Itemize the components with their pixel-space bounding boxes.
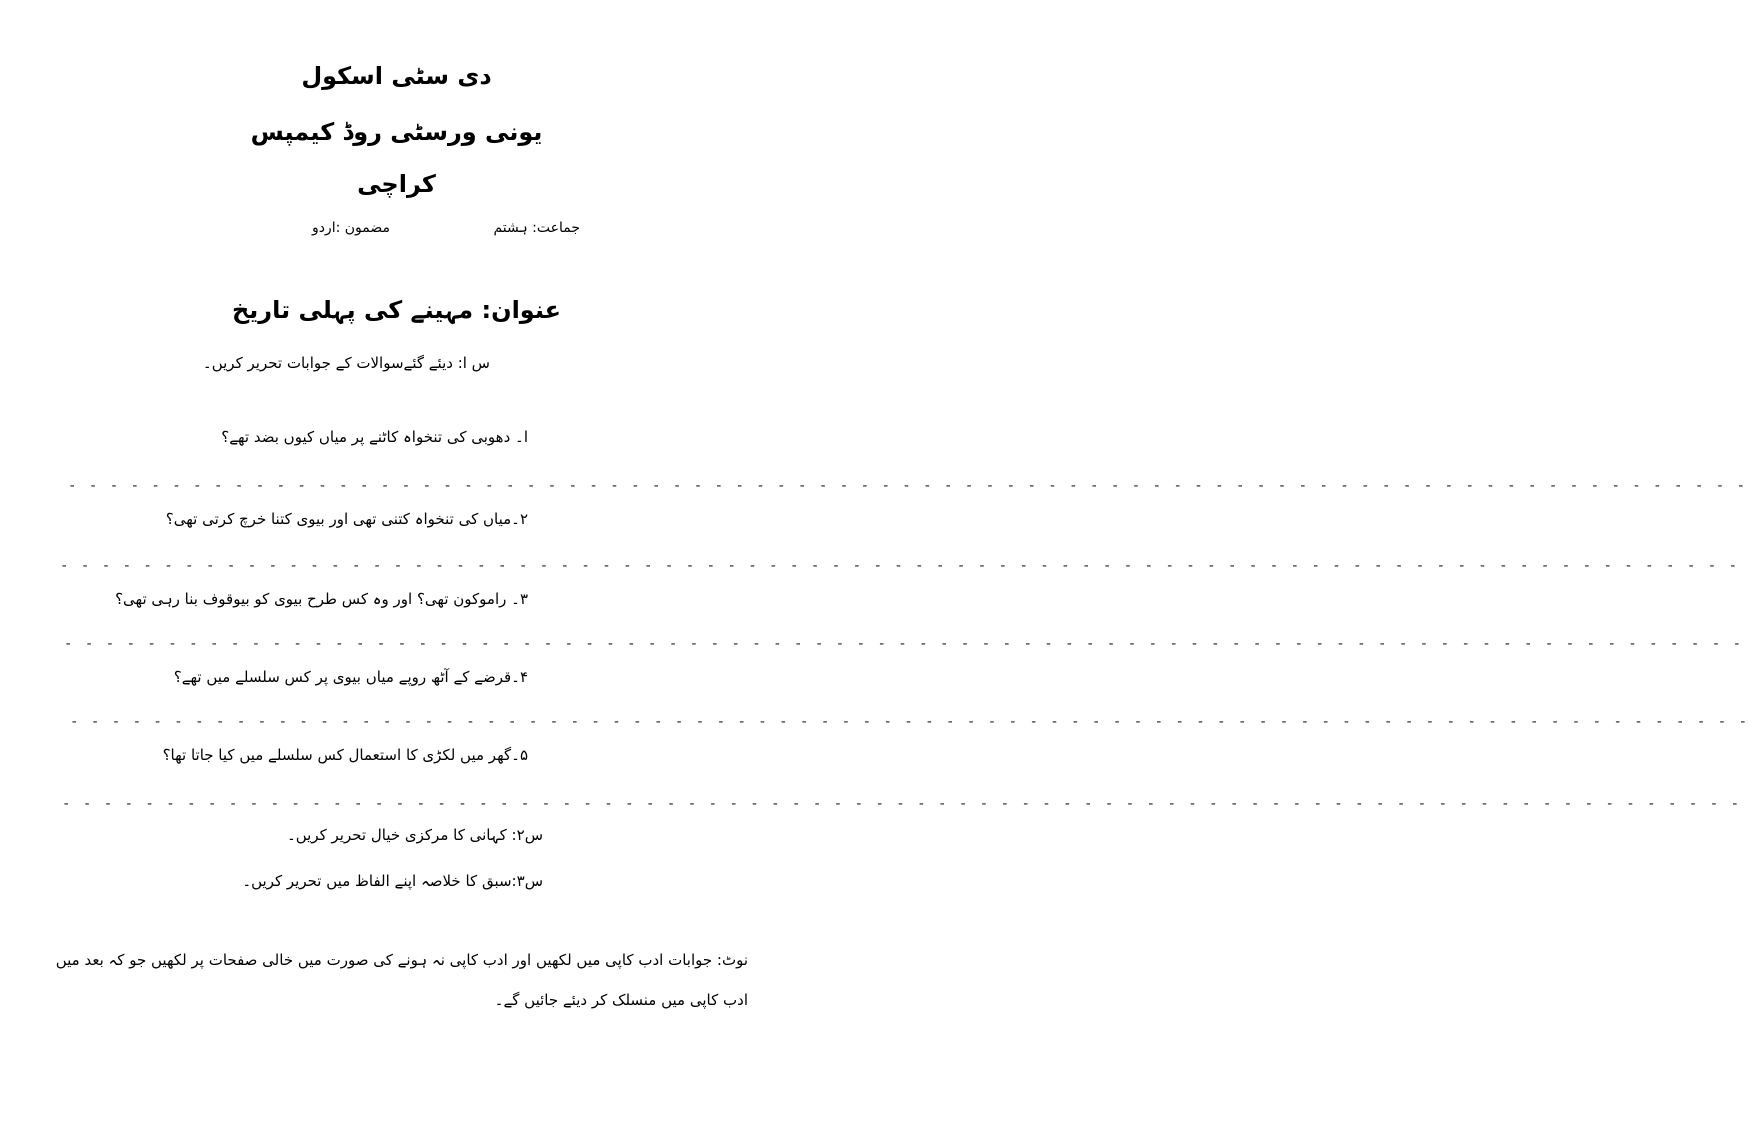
class-label: جماعت: ہشتم (493, 220, 580, 236)
question-3: ۳۔ راموکون تھی؟ اور وہ کس طرح بیوی کو بیوقوف بنا رہی تھی؟ (115, 590, 528, 608)
question-1: ا۔ دھوبی کی تنخواہ کاٹنے پر میاں کیوں بضد تھے؟ (221, 428, 528, 446)
answer-line-1: - - - - - - - - - - - - - - - - - - - - - - - - - - - - - - - - - - - - - - - - - - - - - - - - - - - - - - - - - - - - - - - - - - - - - - - - - - - - - - - - - (68, 478, 1748, 494)
school-name: دی سٹی اسکول (301, 62, 492, 90)
question-5: ۵۔گھر میں لکڑی کا استعمال کس سلسلے میں کیا جاتا تھا؟ (162, 746, 528, 764)
question-2: ۲۔میاں کی تنخواہ کتنی تھی اور بیوی کتنا خرچ کرتی تھی؟ (165, 510, 528, 528)
subject-label: مضمون :اردو (311, 220, 390, 236)
answer-line-5: - - - - - - - - - - - - - - - - - - - - - - - - - - - - - - - - - - - - - - - - - - - - - - - - - - - - - - - - - - - - - - - - - - - - - - - - - - - - - - - - - (62, 796, 1742, 812)
instruction-3: س۳:سبق کا خلاصہ اپنے الفاظ میں تحریر کریں۔ (242, 872, 543, 890)
city-name: کراچی (357, 170, 436, 198)
worksheet-title: عنوان: مہینے کی پہلی تاریخ (231, 296, 562, 324)
answer-line-4: - - - - - - - - - - - - - - - - - - - - - - - - - - - - - - - - - - - - - - - - - - - - - - - - - - - - - - - - - - - - - - - - - - - - - - - - - - - - - - - - - (70, 714, 1749, 730)
footer-note: نوٹ: جوابات ادب کاپی میں لکھیں اور ادب کاپی نہ ہونے کی صورت میں خالی صفحات پر لکھیں جو کہ بعد میں ادب کاپی میں منسلک کر دیئے جائیں گے۔ (55, 951, 748, 1009)
question-4: ۴۔قرضے کے آٹھ روپے میاں بیوی پر کس سلسلے میں تھے؟ (173, 668, 528, 686)
instruction-2: س۲: کہانی کا مرکزی خیال تحریر کریں۔ (286, 826, 543, 844)
answer-line-2: - - - - - - - - - - - - - - - - - - - - - - - - - - - - - - - - - - - - - - - - - - - - - - - - - - - - - - - - - - - - - - - - - - - - - - - - - - - - - - - - - (60, 558, 1740, 574)
answer-line-3: - - - - - - - - - - - - - - - - - - - - - - - - - - - - - - - - - - - - - - - - - - - - - - - - - - - - - - - - - - - - - - - - - - - - - - - - - - - - - - - - - (64, 636, 1744, 652)
campus-name: یونی ورسٹی روڈ کیمپس (250, 118, 543, 146)
instruction-1: س ا: دیئے گئےسوالات کے جوابات تحریر کریں۔ (202, 354, 490, 372)
